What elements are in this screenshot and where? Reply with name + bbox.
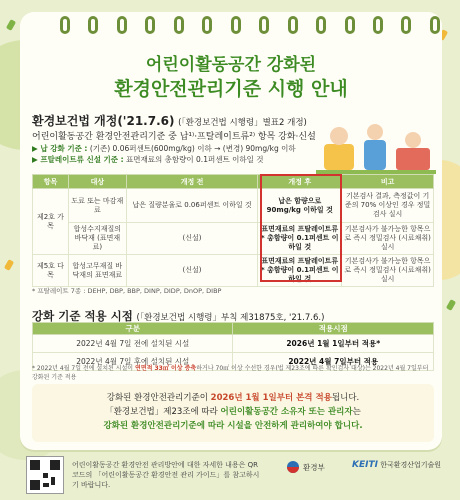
cell-when: 2022년 4월 7일부터 적용: [233, 353, 434, 371]
keiti-logo: KEITI 한국환경산업기술원: [352, 460, 442, 470]
cell-after: 표면재료의 프탈레이트류* 총함량이 0.1퍼센트 이하일 것: [258, 255, 342, 287]
section1-subtitle: 어린이활동공간 환경안전관리기준 중 납¹⁾·프탈레이트류²⁾ 항목 강화·신설: [32, 132, 316, 142]
cell-note: 기본검사가 불가능한 항목으로 즉시 정밀검사 (시료채취) 실시: [342, 223, 434, 255]
section2-footnote: * 2022년 4월 7일 전에 설치된 시설이 연면적 33㎡ 이상 증축하거나 70㎡ 이상 수선한 경우(법 제23조에 따른 확인검사 대상)는 2022년 4월 7일부터 강화된 기준 적용: [32, 365, 429, 381]
col-header: 대상: [68, 175, 126, 189]
col-header: 항목: [33, 175, 69, 189]
cell-when: 2026년 1월 1일부터 적용*: [233, 335, 434, 353]
col-header: 구분: [33, 323, 233, 335]
cell-category: 2022년 4월 7일 후에 설치된 시설: [33, 353, 233, 371]
footer-text: 어린이활동공간 환경안전 관리방안에 대한 자세한 내용은 QR코드의 「어린이활동공간 환경안전 관리 가이드」를 참고하시기 바랍니다.: [72, 461, 260, 489]
cell-before: 납은 질량분율로 0.06퍼센트 이하일 것: [126, 189, 258, 223]
cell-target: 도료 또는 마감재료: [68, 189, 126, 223]
page-title-line2: 환경안전관리기준 시행 안내: [114, 78, 348, 100]
ministry-logo: 환경부: [286, 460, 325, 474]
col-header: 비고: [342, 175, 434, 189]
confetti: [4, 259, 14, 271]
cell-after: 납은 함량으로 90mg/kg 이하일 것: [258, 189, 342, 223]
standards-table: [32, 174, 434, 287]
col-header: 개정 전: [126, 175, 258, 189]
section1-heading: 환경보건법 개정('21.7.6) (「환경보건법 시행령」별표2 개정): [32, 114, 307, 128]
col-header: 개정 후: [258, 175, 342, 189]
cell-before: (신설): [126, 223, 258, 255]
section1-bullets: ▶ 납 강화 기준 : (기존) 0.06퍼센트(600mg/kg) 이하 → (변경) 90mg/kg 이하 ▶ 프탈레이트류 신설 기준 : 표면재료의 총함량이 0.1퍼센트 이하일 것: [32, 144, 296, 164]
ministry-emblem-icon: [286, 460, 300, 474]
notice-card: [20, 12, 442, 450]
cell-item: 제5호 다목: [33, 255, 69, 287]
notice-callout: 강화된 환경안전관리기준이 2026년 1월 1일부터 본격 적용됩니다. 「환경보건법」제23조에 따라 어린이활동공간 소유자 또는 관리자는 강화된 환경안전관리기준에 따라 시설을 안전하게 관리하여야 합니다.: [32, 384, 434, 442]
table-row: [33, 255, 434, 287]
cell-after: 표면재료의 프탈레이트류* 총함량이 0.1퍼센트 이하일 것: [258, 223, 342, 255]
cell-target: 합성수지재질의 바닥재 (표면재료): [68, 223, 126, 255]
table-row: [33, 335, 434, 353]
binder-rings: [60, 16, 440, 34]
page-title-line1: 어린이활동공간 강화된: [145, 55, 317, 75]
qr-code[interactable]: [26, 456, 64, 494]
cell-item: 제2호 가목: [33, 189, 69, 255]
col-header: 적용시점: [233, 323, 434, 335]
table-row: [33, 223, 434, 255]
cell-category: 2022년 4월 7일 전에 설치된 시설: [33, 335, 233, 353]
section2-heading: 강화 기준 적용 시점 (「환경보건법 시행령」부칙 제31875호, '21.7.6.): [32, 309, 325, 323]
cell-note: 기본검사 결과, 측정값이 기준의 70% 이상인 경우 정밀검사 실시: [342, 189, 434, 223]
confetti: [446, 299, 456, 311]
children-illustration: [316, 114, 436, 176]
table1-footnote: * 프탈레이트 7종 : DEHP, DBP, BBP, DINP, DIDP, DnOP, DIBP: [32, 287, 222, 295]
confetti: [6, 19, 16, 31]
cell-note: 기본검사가 불가능한 항목으로 즉시 정밀검사 (시료채취) 실시: [342, 255, 434, 287]
cell-before: (신설): [126, 255, 258, 287]
footer: [0, 452, 460, 500]
table-row: [33, 189, 434, 223]
cell-target: 합성고무재질 바닥재의 표면재료: [68, 255, 126, 287]
